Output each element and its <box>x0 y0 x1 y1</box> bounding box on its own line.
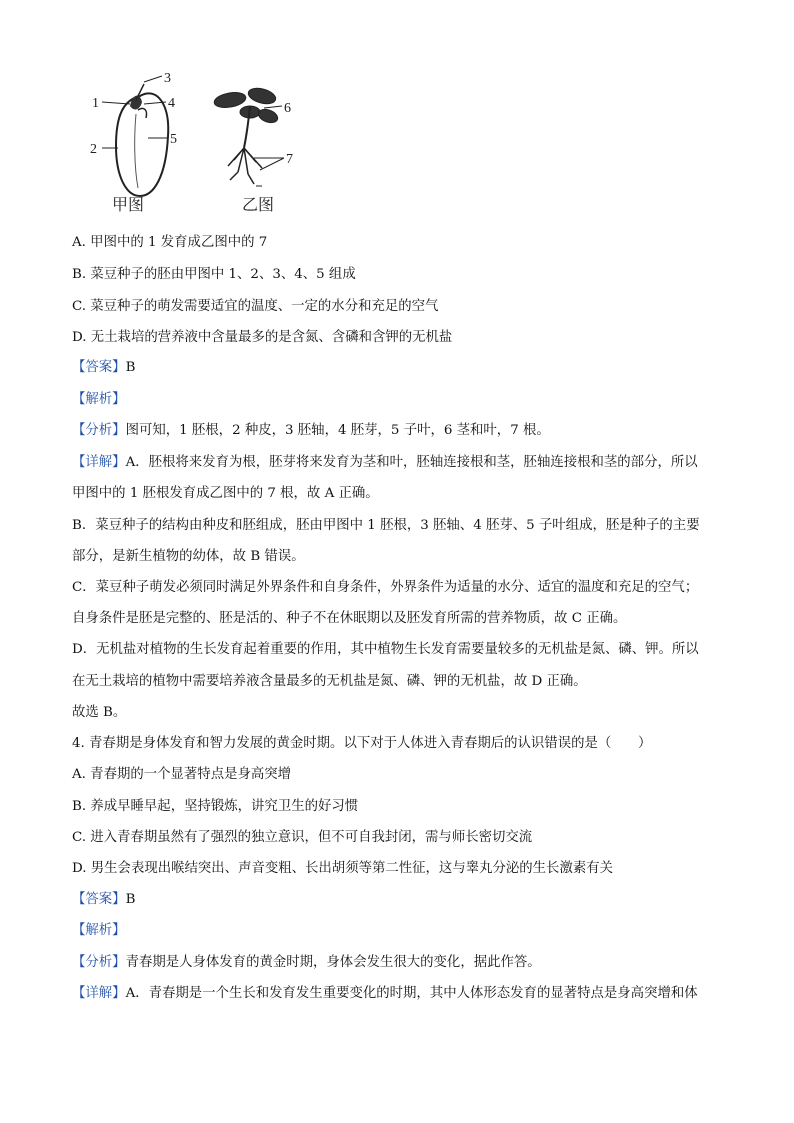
label-1: 1 <box>92 96 99 111</box>
q3-detail-a-line2: 甲图中的 1 胚根发育成乙图中的 7 根，故 A 正确。 <box>72 486 379 501</box>
q4-detail-a-line1 <box>72 984 732 1004</box>
analysis-tag: 【分析】 <box>72 423 126 438</box>
q4-answer <box>72 890 732 910</box>
analysis-tag: 【分析】 <box>72 955 126 970</box>
detail-text: A．胚根将来发育为根，胚芽将来发育为茎和叶，胚轴连接根和茎，胚轴连接根和茎的部分，所以 <box>125 455 698 470</box>
answer-value: B <box>125 892 136 907</box>
cotyledon-line <box>135 114 138 188</box>
q4-analysis <box>72 953 732 973</box>
q3-analysis <box>72 421 732 441</box>
q3-detail-d-line2: 在无土栽培的植物中需要培养液含量最多的无机盐是氮、磷、钾的无机盐，故 D 正确。 <box>72 674 587 689</box>
embryo-plumule <box>138 108 147 118</box>
q3-detail-b-line2: 部分，是新生植物的幼体，故 B 错误。 <box>72 549 305 564</box>
q4-option-a: A. 青春期的一个显著特点是身高突增 <box>72 767 292 782</box>
figure-caption-right: 乙图 <box>242 195 275 214</box>
q3-jiexi-heading <box>72 390 732 410</box>
q3-detail-d-line1: D．无机盐对植物的生长发育起着重要的作用，其中植物生长发育需要量较多的无机盐是氮、磷、钾。所以 <box>72 642 699 657</box>
q3-option-b: B. 菜豆种子的胚由甲图中 1、2、3、4、5 组成 <box>72 267 356 282</box>
q3-answer <box>72 358 732 378</box>
q4-jiexi-heading <box>72 921 732 941</box>
analysis-text: 青春期是人身体发育的黄金时期，身体会发生很大的变化，据此作答。 <box>125 955 541 970</box>
figure-caption-left: 甲图 <box>112 195 145 214</box>
q3-detail-c-line2: 自身条件是胚是完整的、胚是活的、种子不在休眠期以及胚发育所需的营养物质，故 C 正确。 <box>72 611 627 626</box>
q4-option-d: D. 男生会表现出喉结突出、声音变粗、长出胡须等第二性征，这与睾丸分泌的生长激素有关 <box>72 861 614 876</box>
seedling <box>213 86 279 184</box>
q3-option-d: D. 无土栽培的营养液中含量最多的是含氮、含磷和含钾的无机盐 <box>72 330 453 345</box>
q4-option-c: C. 进入青春期虽然有了强烈的独立意识，但不可自我封闭，需与师长密切交流 <box>72 830 533 845</box>
q3-conclusion: 故选 B。 <box>72 705 127 720</box>
q4-stem: 4. 青春期是身体发育和智力发展的黄金时期。以下对于人体进入青春期后的认识错误的是（ ） <box>72 736 652 751</box>
jiexi-tag: 【解析】 <box>72 923 126 938</box>
answer-tag: 【答案】 <box>72 892 126 907</box>
label-4: 4 <box>168 96 175 111</box>
label-3: 3 <box>164 71 171 86</box>
q3-option-c: C. 菜豆种子的萌发需要适宜的温度、一定的水分和充足的空气 <box>72 299 439 314</box>
detail-tag: 【详解】 <box>72 986 126 1001</box>
jiexi-tag: 【解析】 <box>72 392 126 407</box>
embryo-radicle <box>130 96 142 110</box>
analysis-text: 图可知，1 胚根，2 种皮，3 胚轴，4 胚芽，5 子叶，6 茎和叶，7 根。 <box>125 423 550 438</box>
detail-tag: 【详解】 <box>72 455 126 470</box>
q3-detail-a-line1 <box>72 453 732 473</box>
label-5: 5 <box>170 132 177 147</box>
answer-value: B <box>125 360 136 375</box>
label-2: 2 <box>90 142 97 157</box>
label-6: 6 <box>284 101 291 116</box>
detail-text: A．青春期是一个生长和发育发生重要变化的时期，其中人体形态发育的显著特点是身高突增和体 <box>125 986 698 1001</box>
q3-detail-b-line1: B．菜豆种子的结构由种皮和胚组成，胚由甲图中 1 胚根，3 胚轴、4 胚芽、5 子叶组成，胚是种子的主要 <box>72 518 700 533</box>
q3-detail-c-line1: C．菜豆种子萌发必须同时满足外界条件和自身条件，外界条件为适量的水分、适宜的温度和充足的空气； <box>72 580 699 595</box>
q4-option-b: B. 养成早睡早起，坚持锻炼，讲究卫生的好习惯 <box>72 799 359 814</box>
answer-tag: 【答案】 <box>72 360 126 375</box>
label-7: 7 <box>286 152 293 167</box>
q3-option-a: A. 甲图中的 1 发育成乙图中的 7 <box>72 235 268 250</box>
